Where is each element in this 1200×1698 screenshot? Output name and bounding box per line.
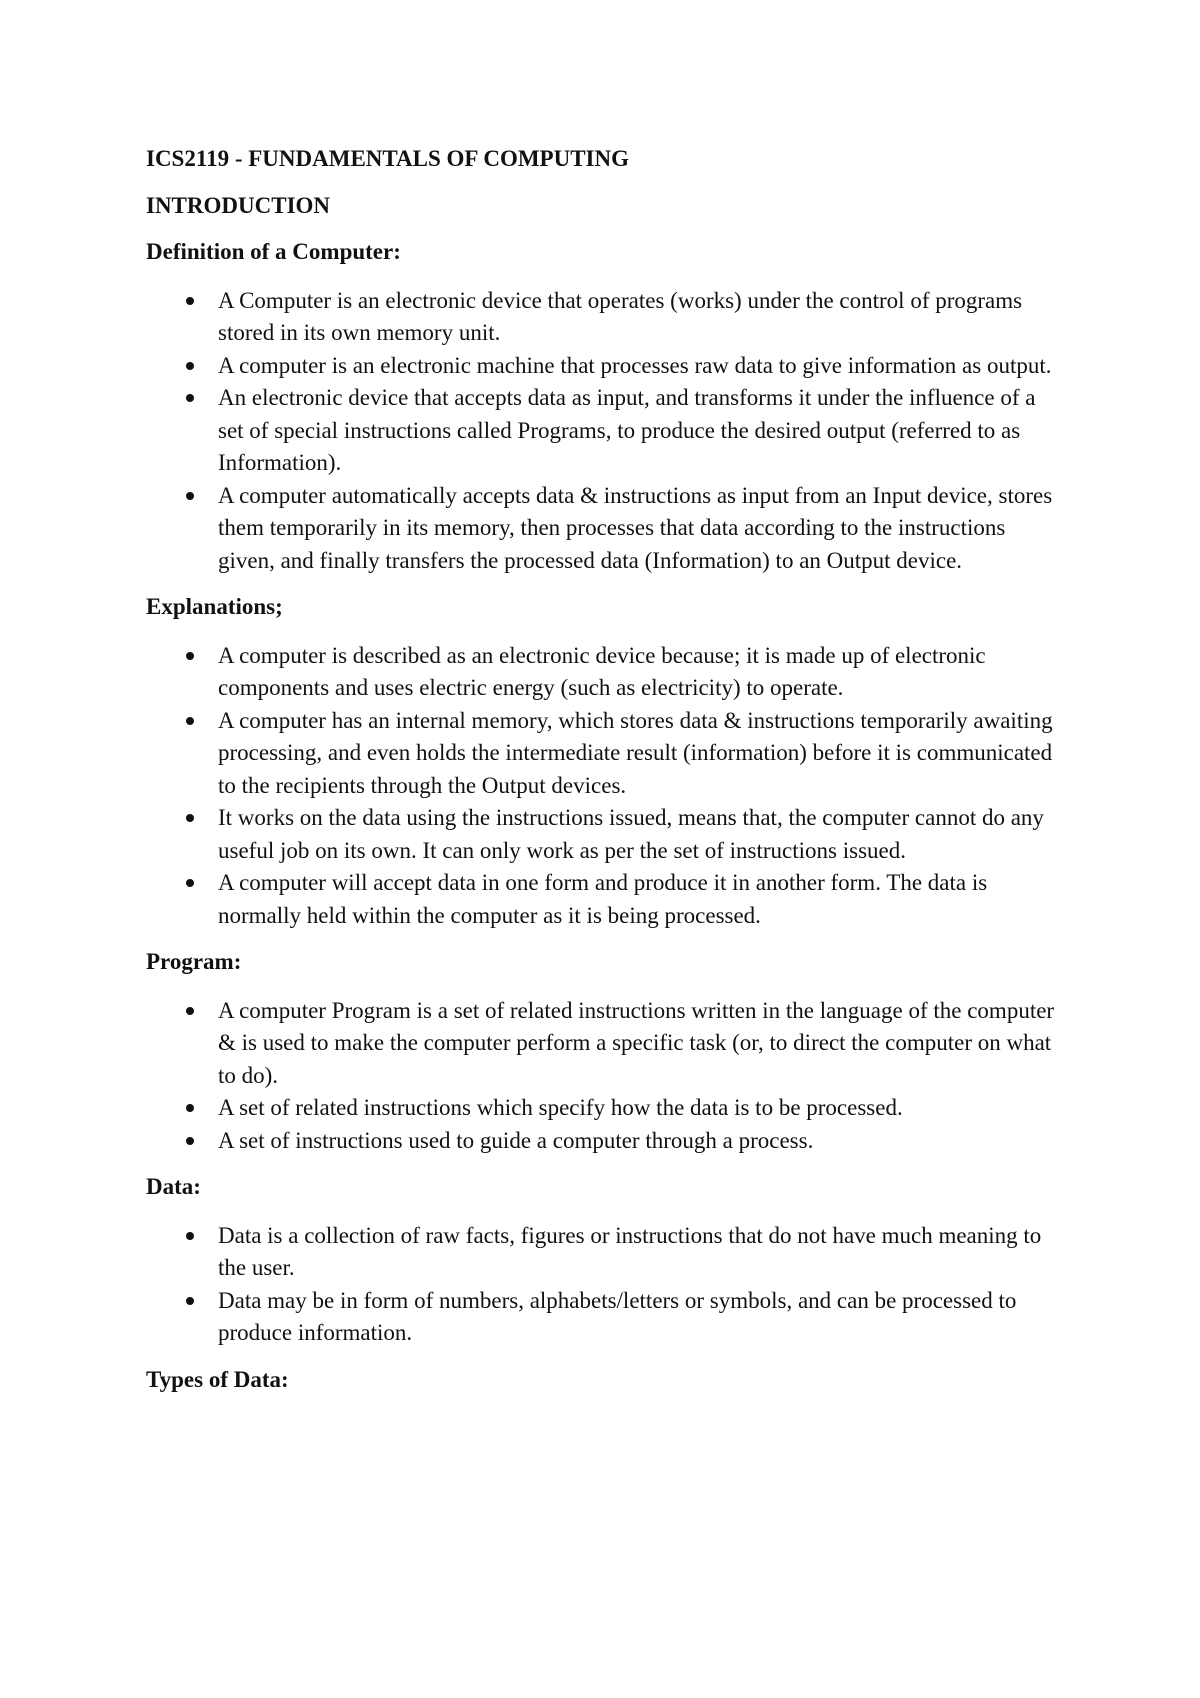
bullet-icon	[186, 1104, 194, 1112]
section-program	[146, 946, 1066, 1157]
list-item-text: A set of related instructions which specify how the data is to be processed.	[218, 1095, 903, 1120]
section-heading: Program:	[146, 949, 242, 974]
list-item-text: Data may be in form of numbers, alphabets/letters or symbols, and can be processed to produce information.	[218, 1287, 1017, 1345]
bullet-icon	[186, 652, 194, 660]
list-item	[146, 285, 1066, 350]
section-explanations	[146, 591, 1066, 932]
list-item	[146, 480, 1066, 578]
bullet-list	[146, 285, 1066, 578]
bullet-icon	[186, 1137, 194, 1145]
list-item	[146, 382, 1066, 480]
list-item-text: A set of instructions used to guide a computer through a process.	[218, 1127, 814, 1153]
list-item	[146, 1125, 1066, 1158]
bullet-icon	[186, 362, 194, 370]
bullet-list	[146, 1220, 1066, 1350]
bullet-icon	[186, 492, 194, 500]
section-heading: Definition of a Computer:	[146, 239, 401, 264]
bullet-icon	[186, 297, 194, 305]
bullet-icon	[186, 879, 194, 887]
list-item	[146, 802, 1066, 867]
bullet-icon	[186, 1297, 194, 1305]
list-item	[146, 1092, 1066, 1125]
list-item-text: Data is a collection of raw facts, figures or instructions that do not have much meaning to the user.	[218, 1222, 1042, 1280]
bullet-icon	[186, 717, 194, 725]
list-item	[146, 995, 1066, 1093]
list-item-text: A computer has an internal memory, which stores data & instructions temporarily awaiting processing, and even holds the intermediate result (information) before it is communicated to the recipients through the Output devices.	[218, 707, 1053, 798]
section-types-of-data	[146, 1364, 1066, 1397]
list-item	[146, 1220, 1066, 1285]
bullet-list	[146, 995, 1066, 1158]
list-item-text: A computer will accept data in one form and produce it in another form. The data is normally held within the computer as it is being processed.	[218, 870, 988, 928]
section-heading: Data:	[146, 1174, 201, 1199]
section-heading: Explanations;	[146, 594, 283, 619]
list-item-text: An electronic device that accepts data as input, and transforms it under the influence of a set of special instructions called Programs, to produce the desired output (referred to as Information).	[218, 385, 1036, 475]
section-heading: Types of Data:	[146, 1366, 289, 1392]
bullet-icon	[186, 394, 194, 402]
list-item	[146, 867, 1066, 932]
section-definition	[146, 236, 1066, 577]
document-body	[146, 143, 1066, 1412]
bullet-list	[146, 640, 1066, 933]
bullet-icon	[186, 814, 194, 822]
section-data	[146, 1171, 1066, 1350]
list-item-text: A Computer is an electronic device that operates (works) under the control of programs stored in its own memory unit.	[218, 287, 1023, 345]
bullet-icon	[186, 1232, 194, 1240]
list-item	[146, 705, 1066, 803]
list-item	[146, 1285, 1066, 1350]
list-item-text: A computer Program is a set of related instructions written in the language of the computer & is used to make the computer perform a specific task (or, to direct the computer on what to do).	[218, 997, 1055, 1088]
document-title: ICS2119 - FUNDAMENTALS OF COMPUTING	[146, 146, 630, 171]
list-item-text: A computer is an electronic machine that processes raw data to give information as output.	[218, 352, 1052, 378]
document-subtitle: INTRODUCTION	[146, 192, 331, 218]
list-item-text: It works on the data using the instructions issued, means that, the computer cannot do any useful job on its own. It can only work as per the set of instructions issued.	[218, 805, 1044, 863]
list-item	[146, 350, 1066, 383]
list-item-text: A computer is described as an electronic device because; it is made up of electronic components and uses electric energy (such as electricity) to operate.	[218, 642, 986, 700]
list-item-text: A computer automatically accepts data & instructions as input from an Input device, stores them temporarily in its memory, then processes that data according to the instructions given, and finally transfers the processed data (Information) to an Output device.	[218, 482, 1053, 573]
bullet-icon	[186, 1007, 194, 1015]
list-item	[146, 640, 1066, 705]
